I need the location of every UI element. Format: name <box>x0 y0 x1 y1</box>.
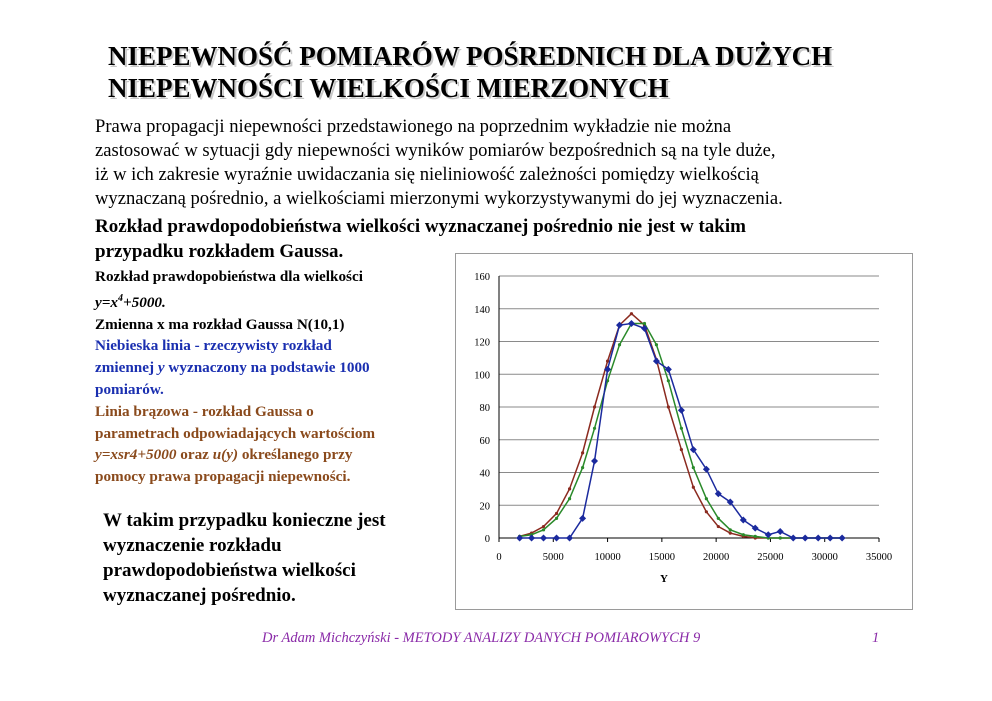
data-point <box>643 322 646 325</box>
data-point <box>729 528 732 531</box>
slide-title <box>108 40 968 104</box>
data-point <box>540 535 547 542</box>
data-point <box>630 312 633 315</box>
data-point <box>754 535 757 538</box>
data-point <box>591 458 598 465</box>
brown-line-desc-3 <box>95 444 455 466</box>
data-point <box>568 487 571 490</box>
data-point <box>606 360 609 363</box>
x-tick-label: 5000 <box>542 552 564 563</box>
data-point <box>717 525 720 528</box>
brown-desc-3a: y=xsr4+5000 <box>95 446 177 464</box>
brown-desc-3c: u(y) <box>212 446 239 464</box>
page-number: 1 <box>872 630 880 646</box>
data-point <box>802 535 809 542</box>
desc-formula <box>95 288 455 314</box>
line-chart <box>456 254 912 609</box>
blue-desc-2a: zmiennej <box>95 359 158 377</box>
intro-line-2: zastosować w sytuacji gdy niepewności wyników pomiarów bezpośrednich są na tyle duże, <box>95 140 776 161</box>
x-tick-label: 15000 <box>648 552 675 563</box>
data-point <box>667 379 670 382</box>
data-point <box>542 528 545 531</box>
x-axis-label: Y <box>660 573 668 585</box>
data-point <box>839 535 846 542</box>
intro-paragraph <box>95 115 975 211</box>
bold-statement-line-2: przypadku rozkładem Gaussa. <box>95 241 344 262</box>
data-point <box>692 466 695 469</box>
data-point <box>777 528 784 535</box>
blue-line-desc-3: pomiarów. <box>95 381 164 399</box>
brown-line-desc-4: pomocy prawa propagacji niepewności. <box>95 468 351 486</box>
y-tick-label: 60 <box>479 435 490 447</box>
data-point <box>692 486 695 489</box>
intro-line-1: Prawa propagacji niepewności przedstawionego na poprzednim wykładzie nie można <box>95 116 732 137</box>
y-tick-label: 160 <box>474 272 490 283</box>
intro-line-3: iż w ich zakresie wyraźnie uwidaczania się nieliniowość zależności pomiędzy wielkością <box>95 164 759 185</box>
title-line-2: NIEPEWNOŚCI WIELKOŚCI MIERZONYCH <box>108 73 669 103</box>
data-point <box>678 407 685 414</box>
data-point <box>581 451 584 454</box>
data-point <box>593 427 596 430</box>
formula-exponent: 4 <box>118 292 123 304</box>
series-line <box>520 323 842 538</box>
data-point <box>553 535 560 542</box>
y-tick-label: 0 <box>484 534 490 545</box>
desc-line-1: Rozkład prawdopobieństwa dla wielkości <box>95 268 363 285</box>
data-point <box>542 525 545 528</box>
conclusion <box>103 508 453 608</box>
data-point <box>593 405 596 408</box>
blue-line-desc-2 <box>95 357 455 379</box>
y-tick-label: 100 <box>474 370 490 382</box>
data-point <box>628 320 635 327</box>
conclusion-line-2: wyznaczenie rozkładu <box>103 535 282 556</box>
footer-author: Dr Adam Michczyński - METODY ANALIZY DANYCH POMIAROWYCH 9 <box>262 630 701 646</box>
desc-line-3: Zmienna x ma rozkład Gaussa N(10,1) <box>95 315 345 333</box>
chart-description <box>95 266 455 488</box>
y-tick-label: 140 <box>474 304 490 316</box>
y-tick-label: 40 <box>479 468 490 480</box>
x-tick-label: 10000 <box>594 552 621 563</box>
data-point <box>555 512 558 515</box>
blue-desc-2b: wyznaczony na podstawie 1000 <box>164 359 370 377</box>
title-line-1: NIEPEWNOŚĆ POMIARÓW POŚREDNICH DLA DUŻYCH <box>108 41 833 71</box>
data-point <box>680 427 683 430</box>
bold-statement-line-1: Rozkład prawdopodobieństwa wielkości wyznaczanej pośrednio nie jest w takim <box>95 216 746 237</box>
formula-base: y=x <box>95 293 118 311</box>
data-point <box>705 497 708 500</box>
x-tick-label: 30000 <box>811 552 838 563</box>
data-point <box>705 510 708 513</box>
conclusion-line-3: prawdopodobieństwa wielkości <box>103 560 356 581</box>
x-tick-label: 35000 <box>865 552 893 563</box>
blue-desc-2y: y <box>157 359 165 377</box>
data-point <box>581 466 584 469</box>
data-point <box>667 405 670 408</box>
y-tick-label: 120 <box>474 337 490 349</box>
x-tick-label: 25000 <box>757 552 784 563</box>
data-point <box>779 536 782 539</box>
data-point <box>815 535 822 542</box>
formula-rest: +5000. <box>123 293 166 311</box>
data-point <box>729 531 732 534</box>
data-point <box>717 517 720 520</box>
intro-line-4: wyznaczaną pośrednio, a wielkościami mierzonymi wykorzystywanymi do jej wyznaczenia. <box>95 188 783 209</box>
data-point <box>655 343 658 346</box>
x-tick-label: 0 <box>496 552 502 563</box>
brown-desc-3b: oraz <box>176 446 213 464</box>
brown-line-desc-1: Linia brązowa - rozkład Gaussa o <box>95 402 314 420</box>
y-tick-label: 20 <box>479 501 490 513</box>
data-point <box>618 343 621 346</box>
chart-frame <box>455 253 913 610</box>
x-tick-label: 20000 <box>703 552 730 563</box>
blue-line-desc-1: Niebieska linia - rzeczywisty rozkład <box>95 337 332 355</box>
conclusion-line-4: wyznaczanej pośrednio. <box>103 585 296 606</box>
data-point <box>568 497 571 500</box>
data-point <box>827 535 834 542</box>
data-point <box>555 517 558 520</box>
y-tick-label: 80 <box>479 403 490 414</box>
series-line <box>520 323 842 538</box>
conclusion-line-1: W takim przypadku konieczne jest <box>103 510 386 531</box>
brown-desc-3d: określanego przy <box>238 446 353 464</box>
data-point <box>742 533 745 536</box>
data-point <box>680 448 683 451</box>
brown-line-desc-2: parametrach odpowiadających wartościom <box>95 424 376 442</box>
data-point <box>790 535 797 542</box>
